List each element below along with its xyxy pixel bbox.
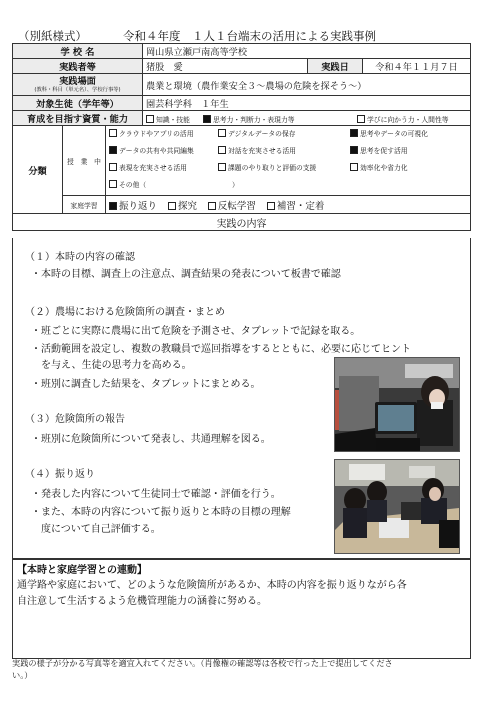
section-1-title: （１）本時の内容の確認 — [25, 252, 135, 263]
footer-line: い。） — [12, 670, 33, 680]
home-study-options — [106, 196, 471, 214]
checkbox-icon — [267, 202, 275, 210]
class-dialogue: 対話を充実させる活用 — [218, 145, 296, 155]
class-expression: 表現を充実させる活用 — [109, 162, 187, 172]
class-cloud: クラウドやアプリの活用 — [109, 128, 194, 138]
ability-label: 育成を目指す資質・能力 — [13, 111, 143, 126]
home-review: 振り返り — [109, 201, 157, 212]
date-value: 令和４年１１月７日 — [363, 59, 471, 74]
checkbox-icon — [146, 115, 154, 123]
class-efficiency: 効率化や省力化 — [350, 162, 408, 172]
home-link-line: 自注意して生活するよう危機管理能力の涵養に努める。 — [17, 596, 267, 607]
checkbox-icon — [109, 129, 117, 137]
section-3-title: （３）危険箇所の報告 — [25, 414, 125, 425]
scene-value: 農業と環境（農作業安全３～農場の危険を探そう～） — [143, 74, 471, 96]
document-title: 令和４年度 １人１台端末の活用による実践事例 — [123, 29, 376, 43]
class-data-share: データの共有や共同編集 — [109, 145, 194, 155]
classroom-photo-2 — [334, 459, 460, 554]
checkbox-icon — [109, 180, 117, 188]
home-flipped: 反転学習 — [208, 201, 256, 212]
scene-note: (教科・科目（単元名）、学校行事等) — [34, 86, 121, 93]
section-3-line: ・班別に危険箇所について発表し、共通理解を図る。 — [31, 434, 271, 445]
target-value: 園芸科学科 １年生 — [143, 96, 471, 111]
section-4-line: 度について自己評価する。 — [31, 524, 161, 535]
ability-thinking: 思考力・判断力・表現力等 — [203, 114, 295, 124]
section-1-line: ・本時の目標、調査上の注意点、調査結果の発表について板書で確認 — [31, 269, 341, 280]
section-2-line: を与え、生徒の思考力を高める。 — [31, 360, 192, 371]
home-supplementary: 補習・定着 — [267, 201, 325, 212]
home-study-label: 家庭学習 — [63, 196, 106, 214]
ability-options — [143, 111, 471, 126]
checkbox-checked-icon — [350, 129, 358, 137]
class-other: その他（ — [109, 179, 146, 189]
section-4-title: （４）振り返り — [25, 469, 95, 480]
class-digital-save: デジタルデータの保存 — [218, 128, 296, 138]
class-options — [106, 126, 471, 196]
ability-attitude: 学びに向かう力・人間性等 — [357, 114, 449, 124]
home-link-section — [12, 558, 471, 659]
date-label: 実践日 — [308, 59, 363, 74]
checkbox-checked-icon — [350, 146, 358, 154]
checkbox-checked-icon — [109, 146, 117, 154]
section-4-line: ・また、本時の内容について振り返りと本時の目標の理解 — [31, 507, 291, 518]
checkbox-checked-icon — [203, 115, 211, 123]
checkbox-icon — [109, 163, 117, 171]
checkbox-icon — [218, 129, 226, 137]
checkbox-checked-icon — [109, 202, 117, 210]
ability-knowledge: 知識・技能 — [146, 114, 190, 124]
checkbox-icon — [218, 163, 226, 171]
classification-label: 分類 — [13, 126, 63, 214]
home-link-line: 通学路や家庭において、どのような危険箇所があるか、本時の内容を振り返りながら各 — [17, 580, 407, 591]
checkbox-icon — [208, 202, 216, 210]
checkbox-icon — [168, 202, 176, 210]
school-value: 岡山県立瀬戸南高等学校 — [143, 44, 471, 59]
content-header: 実践の内容 — [13, 214, 471, 231]
section-2-line: ・班ごとに実際に農場に出て危険を予測させ、タブレットで記録を取る。 — [31, 326, 361, 337]
footer-note — [12, 657, 472, 681]
checkbox-icon — [218, 146, 226, 154]
form-table — [12, 43, 471, 231]
home-inquiry: 探究 — [168, 201, 197, 212]
teacher-label: 実践者等 — [13, 59, 143, 74]
checkbox-icon — [357, 115, 365, 123]
class-visualize: 思考やデータの可視化 — [350, 128, 428, 138]
checkbox-icon — [350, 163, 358, 171]
classroom-photo-1 — [334, 357, 460, 452]
section-4-line: ・発表した内容について生徒同士で確認・評価を行う。 — [31, 489, 281, 500]
class-assignment: 課題のやり取りと評価の支援 — [218, 162, 316, 172]
footer-line: 実践の様子が分かる写真等を適宜入れてください。（肖像権の確認等は各校で行った上で提出してくださ — [12, 658, 393, 668]
class-thinking: 思考を促す活用 — [350, 145, 408, 155]
practice-content — [12, 238, 471, 560]
section-2-line: ・活動範囲を設定し、複数の教職員で巡回指導をするとともに、必要に応じてヒント — [31, 344, 411, 355]
home-link-title: 【本時と家庭学習との連動】 — [17, 565, 147, 576]
form-type-label: （別紙様式） — [18, 29, 87, 43]
section-2-title: （２）農場における危険箇所の調査・まとめ — [25, 307, 225, 318]
during-class-label: 授 業 中 — [63, 126, 106, 196]
scene-label: 実践場面 — [59, 75, 96, 87]
target-label: 対象生徒（学年等） — [13, 96, 143, 111]
school-label: 学 校 名 — [13, 44, 143, 59]
section-2-line: ・班別に調査した結果を、タブレットにまとめる。 — [31, 379, 261, 390]
scene-label-cell — [13, 74, 143, 96]
teacher-value: 猪股 愛 — [143, 59, 308, 74]
class-other-close: ） — [232, 181, 239, 189]
